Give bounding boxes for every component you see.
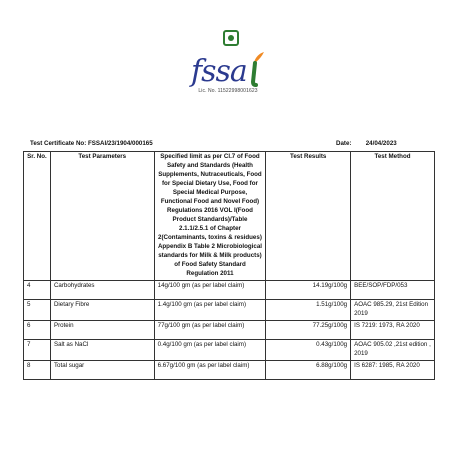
table-header-row (24, 152, 435, 281)
table-row (24, 360, 435, 379)
row-method: BEE/SOP/FDP/053 (351, 280, 435, 299)
row-spec: 14g/100 gm (as per label claim) (154, 280, 266, 299)
row-result: 14.19g/100g (266, 280, 351, 299)
row-parameter: Dietary Fibre (50, 299, 154, 320)
row-spec: 0.4g/100 gm (as per label claim) (154, 339, 266, 360)
row-parameter: Total sugar (50, 360, 154, 379)
row-result: 1.51g/100g (266, 299, 351, 320)
header-specified-limit: Specified limit as per Cl.7 of Food Safety and Standards (Health Supplements, Nutraceuticals, Food for Special Dietary Use, Food for Special Medical Purpose, Functional Food and Novel Food) Regulations 2016 VOL I(Food Product Standards)/Table 2.1.1/2.5.1 of Chapter 2(Contaminants, toxins & residues) Appendix B Table 2 Microbiological standards for Milk & Milk products) of Food Safety Standard Regulation 2011 (154, 152, 266, 281)
date-value: 24/04/2023 (365, 140, 397, 147)
row-method: IS 7219: 1973, RA 2020 (351, 320, 435, 339)
license-number: Lic. No. 11522998001623 (198, 88, 258, 94)
veg-mark-icon (223, 30, 239, 46)
row-method: AOAC 905.02 ,21st edition , 2019 (351, 339, 435, 360)
row-result: 6.88g/100g (266, 360, 351, 379)
table-row (24, 299, 435, 320)
header-sr-no: Sr. No. (24, 152, 51, 281)
svg-text:fssa: fssa (191, 54, 247, 89)
row-method: IS 6287: 1985, RA 2020 (351, 360, 435, 379)
test-results-table (23, 151, 435, 380)
row-sr: 7 (24, 339, 51, 360)
row-sr: 6 (24, 320, 51, 339)
row-parameter: Carbohydrates (50, 280, 154, 299)
row-sr: 4 (24, 280, 51, 299)
header-test-results: Test Results (266, 152, 351, 281)
row-parameter: Protein (50, 320, 154, 339)
table-row (24, 280, 435, 299)
fssai-wordmark-icon (183, 48, 273, 90)
row-spec: 77g/100 gm (as per label claim) (154, 320, 266, 339)
row-result: 0.43g/100g (266, 339, 351, 360)
table-row (24, 339, 435, 360)
header-test-method: Test Method (351, 152, 435, 281)
row-result: 77.25g/100g (266, 320, 351, 339)
row-spec: 6.67g/100 gm (as per label claim) (154, 360, 266, 379)
row-parameter: Salt as NaCl (50, 339, 154, 360)
row-sr: 5 (24, 299, 51, 320)
certificate-date (336, 140, 426, 147)
row-spec: 1.4g/100 gm (as per label claim) (154, 299, 266, 320)
table-row (24, 320, 435, 339)
row-method: AOAC 985.29, 21st Edition 2019 (351, 299, 435, 320)
fssai-logo (183, 28, 273, 96)
header-test-parameters: Test Parameters (50, 152, 154, 281)
row-sr: 8 (24, 360, 51, 379)
certificate-number: Test Certificate No: FSSAI/23/1904/000165 (30, 140, 153, 147)
date-label: Date: (336, 140, 352, 147)
